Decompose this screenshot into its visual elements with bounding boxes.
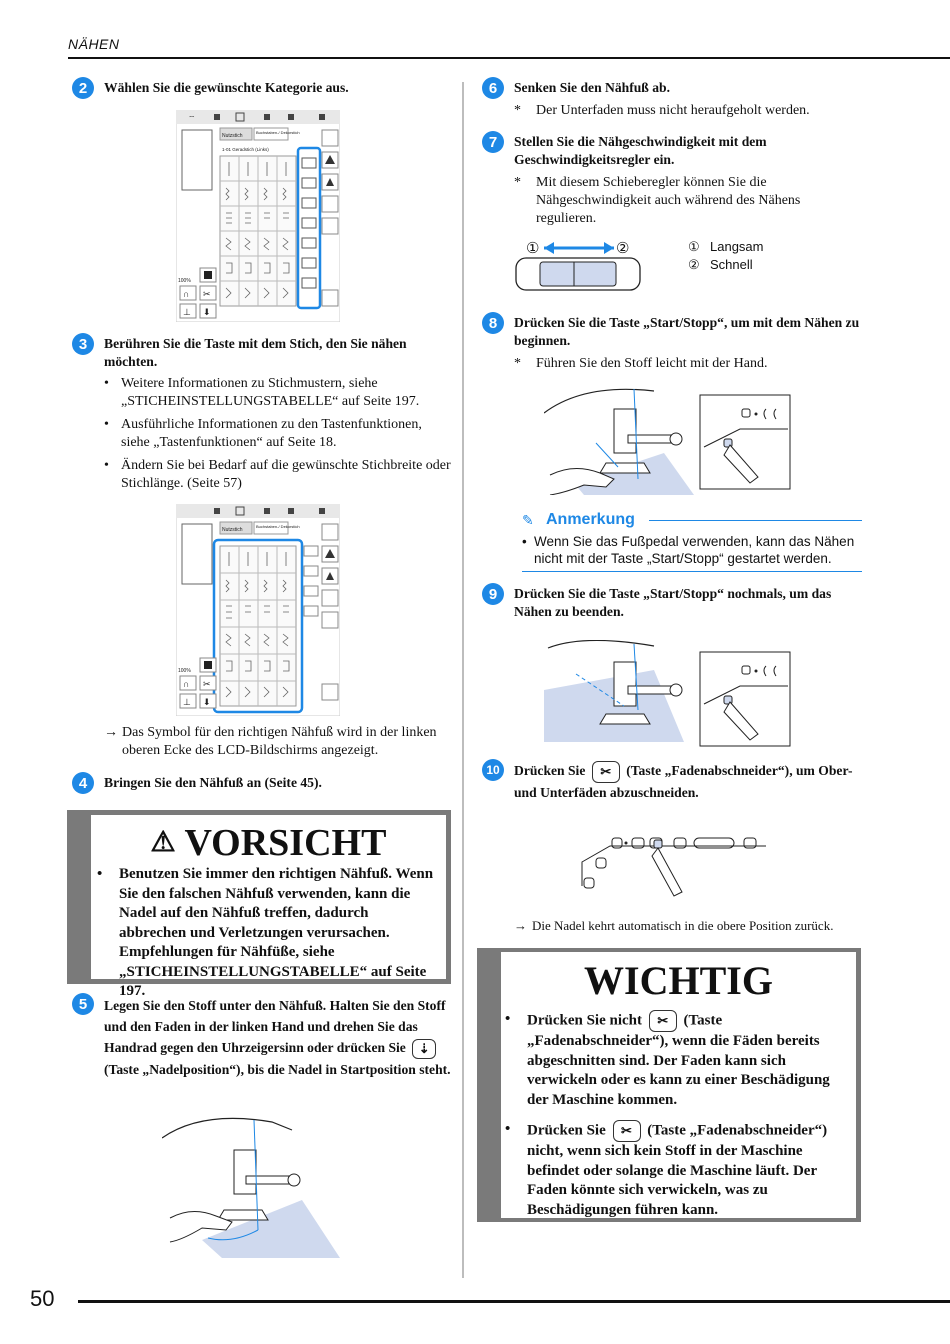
- step-text: Bringen Sie den Nähfuß an (Seite 45).: [104, 775, 322, 790]
- important-text-2b: (Taste „Fadenabschneider“) nicht, wenn sich kein Stoff in der Maschine befindet oder solange die Maschine läuft. Der Faden könnte sich verwickeln, was zu Beschädigungen führen kann.: [527, 1122, 828, 1218]
- step-number: 7: [482, 131, 504, 153]
- note-text: Wenn Sie das Fußpedal verwenden, kann das Nähen nicht mit der Taste „Start/Stopp“ gestartet werden.: [534, 534, 855, 566]
- step-7: [482, 133, 872, 169]
- step-3-result: [104, 724, 452, 760]
- screen-zoom: 100%: [178, 668, 191, 674]
- step-number: 9: [482, 583, 504, 605]
- bullet: •: [505, 1011, 511, 1027]
- step-10-result: [514, 918, 874, 934]
- legend-marker-2: ②: [688, 257, 700, 272]
- thread-cutter-icon: ✂: [649, 1010, 677, 1032]
- thread-cutter-icon: ✂: [613, 1120, 641, 1142]
- note-item: [522, 533, 862, 567]
- step-text: Senken Sie den Nähfuß ab.: [514, 80, 671, 95]
- bullet-text: Ausführliche Informationen zu den Tastenfunktionen, siehe „Tastenfunktionen“ auf Seite 18.: [121, 417, 422, 450]
- step-3: [72, 335, 452, 371]
- note-text: Führen Sie den Stoff leicht mit der Hand.: [536, 356, 768, 371]
- result-text: Das Symbol für den richtigen Nähfuß wird in der linken oberen Ecke des LCD-Bildschirms angezeigt.: [122, 725, 437, 758]
- note-star: *: [514, 356, 521, 371]
- step-2: [72, 79, 452, 99]
- note-text: Mit diesem Schieberegler können Sie die Nähgeschwindigkeit auch während des Nähens regulieren.: [536, 175, 801, 226]
- svg-text:⬇: ⬇: [203, 307, 211, 317]
- pencil-icon: ✎: [522, 511, 534, 528]
- step-number: 6: [482, 77, 504, 99]
- arrow-icon: →: [514, 918, 527, 933]
- important-text-1a: Drücken Sie nicht: [527, 1012, 643, 1029]
- screen-subtitle: 1-01 Geradstich (Links): [222, 147, 269, 152]
- step-7-note: [514, 174, 854, 228]
- legend-fast: Schnell: [710, 257, 753, 272]
- control-panel-illustration: [570, 826, 770, 902]
- column-divider: [462, 82, 464, 1278]
- bullet-text: Weitere Informationen zu Stichmustern, siehe „STICHEINSTELLUNGSTABELLE“ auf Seite 197.: [121, 376, 420, 409]
- step-number: 4: [72, 772, 94, 794]
- legend-slow: Langsam: [710, 239, 764, 254]
- step-8: [482, 314, 872, 350]
- svg-text:⊥: ⊥: [183, 307, 191, 317]
- lcd-screen-category: [176, 110, 340, 322]
- step-4: [72, 774, 452, 794]
- screen-tab-1: Nutzstich: [222, 133, 243, 139]
- step-text-a: Drücken Sie: [514, 763, 586, 779]
- caution-item: [97, 865, 436, 1002]
- section-header: NÄHEN: [68, 36, 120, 52]
- step-number: 2: [72, 77, 94, 99]
- caution-text: Benutzen Sie immer den richtigen Nähfuß. Wenn Sie den falschen Nähfuß verwenden, kann die Nadel auf den Nähfuß treffen, dadurch abbrechen und Verletzungen verursachen. Empfehlungen für Nähfüße, siehe „STICHEINSTELLUNGSTABELLE“ auf Seite 197.: [119, 866, 434, 999]
- legend-marker-1: ①: [688, 239, 700, 254]
- screen-tab-2: Buchstaben-/ Dekorstich: [256, 524, 300, 529]
- needle-position-icon: ⇣: [412, 1039, 436, 1059]
- step-text: Drücken Sie die Taste „Start/Stopp“, um mit dem Nähen zu beginnen.: [514, 315, 860, 348]
- lcd-screen-stitch: [176, 504, 340, 716]
- important-item-1: [505, 1010, 846, 1110]
- step-text: Berühren Sie die Taste mit dem Stich, den Sie nähen möchten.: [104, 336, 407, 369]
- step-text: Wählen Sie die gewünschte Kategorie aus.: [104, 80, 349, 95]
- step-5: [72, 995, 452, 1080]
- bullet: •: [104, 376, 109, 391]
- important-text-1b: (Taste „Fadenabschneider“), wenn die Fäden bereits abgeschnitten sind. Der Faden kann sich verwickeln oder es kann zu einer Beschädigung der Maschine kommen.: [527, 1012, 830, 1108]
- step-text: Stellen Sie die Nähgeschwindigkeit mit dem Geschwindigkeitsregler ein.: [514, 134, 767, 167]
- marker-1: ①: [526, 240, 540, 257]
- step-3-bullets: [104, 375, 452, 498]
- speed-legend: [688, 238, 763, 274]
- important-title: WICHTIG: [584, 958, 773, 1003]
- sewing-illustration-end: [544, 640, 844, 752]
- caution-title: [91, 823, 446, 863]
- marker-2: ②: [616, 240, 630, 257]
- thread-cutter-icon: ✂: [592, 761, 620, 783]
- step-number: 3: [72, 333, 94, 355]
- step-number: 10: [482, 759, 504, 781]
- step-6-note: [514, 102, 864, 120]
- step-6: [482, 79, 872, 99]
- footer-rule: [78, 1300, 950, 1303]
- important-text-2a: Drücken Sie: [527, 1122, 606, 1139]
- bullet: •: [522, 534, 527, 549]
- header-rule: [68, 57, 950, 59]
- step-text: [104, 995, 452, 1080]
- step-text: [514, 761, 872, 803]
- note-title: Anmerkung: [546, 511, 635, 528]
- step-text: Drücken Sie die Taste „Start/Stopp“ nochmals, um das Nähen zu beenden.: [514, 586, 832, 619]
- step-9: [482, 585, 872, 621]
- result-text: Die Nadel kehrt automatisch in die obere Position zurück.: [532, 918, 834, 933]
- screen-tab-1: Nutzstich: [222, 527, 243, 533]
- svg-text:⬇: ⬇: [203, 697, 211, 707]
- svg-text:⊥: ⊥: [183, 697, 191, 707]
- screen-zoom: 100%: [178, 278, 191, 284]
- step-number: 5: [72, 993, 94, 1015]
- arrow-icon: →: [104, 725, 118, 740]
- svg-text:⌔: ⌔: [188, 114, 196, 123]
- svg-text:✂: ✂: [203, 289, 211, 299]
- sewing-illustration-start: [162, 1110, 340, 1258]
- note-rule-bottom: [522, 571, 862, 572]
- note-rule: [649, 520, 862, 521]
- note-star: *: [514, 103, 521, 118]
- caution-title-text: VORSICHT: [184, 822, 387, 864]
- speed-slider-illustration: [514, 238, 644, 292]
- bullet: •: [97, 866, 103, 882]
- screen-tab-2: Buchstaben-/ Dekorstich: [256, 130, 300, 135]
- bullet: •: [505, 1121, 511, 1137]
- step-10: [482, 761, 872, 803]
- important-item-2: [505, 1120, 846, 1220]
- bullet-text: Ändern Sie bei Bedarf auf die gewünschte Stichbreite oder Stichlänge. (Seite 57): [121, 458, 451, 491]
- step-text-b: (Taste „Nadelposition“), bis die Nadel in Startposition steht.: [104, 1061, 451, 1077]
- step-text-a: Legen Sie den Stoff unter den Nähfuß. Halten Sie den Stoff und den Faden in der linken Hand und drehen Sie das Handrad gegen den Uhrzeigersinn oder drücken Sie: [104, 998, 446, 1055]
- svg-text:∩: ∩: [183, 679, 190, 689]
- note-star: *: [514, 175, 521, 190]
- page-number: 50: [30, 1286, 55, 1311]
- important-box: [477, 948, 861, 1222]
- note-text: Der Unterfaden muss nicht heraufgeholt werden.: [536, 103, 810, 118]
- warning-triangle-icon: ⚠: [150, 827, 176, 858]
- sewing-illustration-start-stop: [544, 383, 844, 495]
- step-text-b: (Taste „Fadenabschneider“), um Ober- und Unterfäden abzuschneiden.: [514, 763, 853, 800]
- step-number: 8: [482, 312, 504, 334]
- caution-box: [67, 810, 451, 999]
- step-8-note: [514, 355, 854, 373]
- note-box: [522, 511, 862, 572]
- bullet: •: [104, 458, 109, 473]
- svg-text:✂: ✂: [203, 679, 211, 689]
- svg-text:∩: ∩: [183, 289, 190, 299]
- bullet: •: [104, 417, 109, 432]
